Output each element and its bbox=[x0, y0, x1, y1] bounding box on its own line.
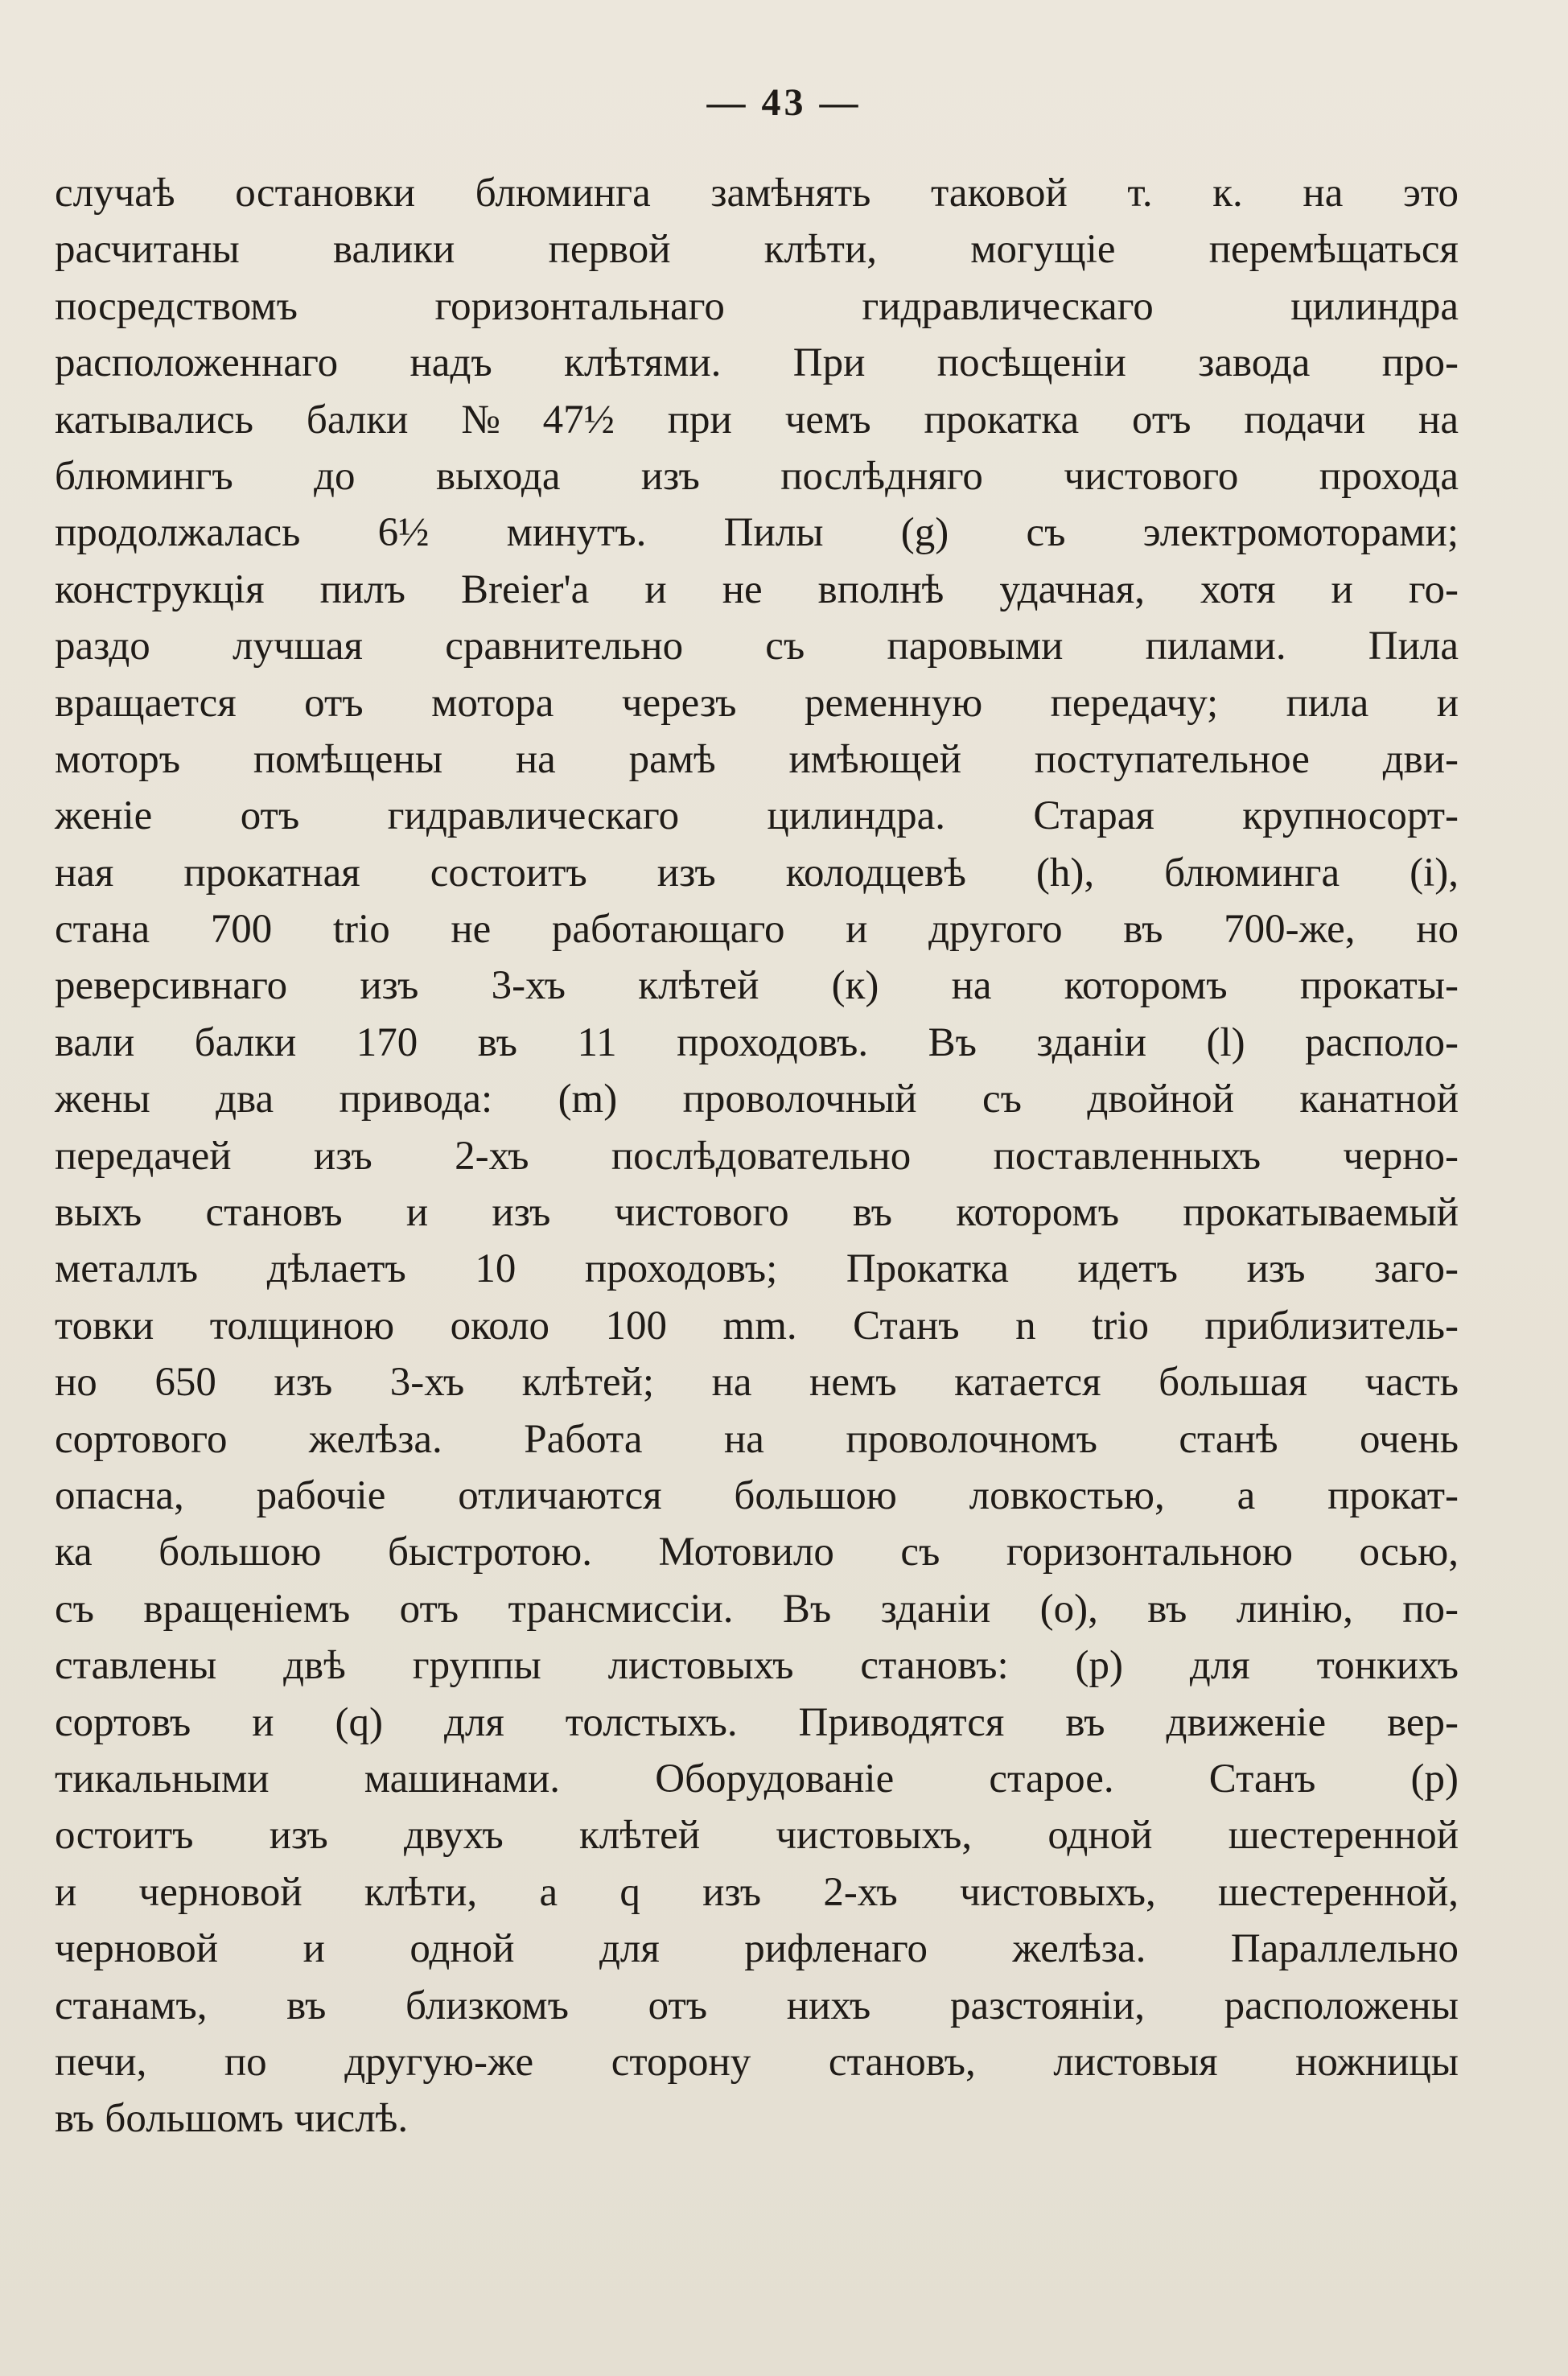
text-line: посредствомъ горизонтальнаго гидравлическаго цилиндра bbox=[55, 283, 1459, 329]
text-line: тикальными машинами. Оборудованіе старое. Станъ (р) bbox=[55, 1756, 1459, 1802]
text-line: расчитаны валики первой клѣти, могущіе перемѣщаться bbox=[55, 227, 1459, 273]
text-line: ка большою быстротою. Мотовило съ горизонтальною осью, bbox=[55, 1530, 1459, 1575]
text-line-last: въ большомъ числѣ. bbox=[55, 2096, 409, 2142]
text-line: моторъ помѣщены на рамѣ имѣющей поступательное дви- bbox=[55, 736, 1459, 782]
text-line: съ вращеніемъ отъ трансмиссіи. Въ зданіи (о), въ линію, по- bbox=[55, 1586, 1459, 1632]
text-line: расположеннаго надъ клѣтями. При посѣщеніи завода про- bbox=[55, 340, 1459, 386]
text-line: черновой и одной для рифленаго желѣза. Параллельно bbox=[55, 1926, 1459, 1972]
text-line: станамъ, въ близкомъ отъ нихъ разстояніи, расположены bbox=[55, 1983, 1459, 2028]
text-line: опасна, рабочіе отличаются большою ловкостью, а прокат- bbox=[55, 1472, 1459, 1518]
text-line: случаѣ остановки блюминга замѣнять таковой т. к. на это bbox=[55, 171, 1459, 216]
text-line: сортовъ и (q) для толстыхъ. Приводятся въ движеніе вер- bbox=[55, 1699, 1459, 1745]
text-line: жены два привода: (m) проволочный съ двойной канатной bbox=[55, 1077, 1459, 1122]
text-line: передачей изъ 2-хъ послѣдовательно поставленныхъ черно- bbox=[55, 1133, 1459, 1179]
text-line: блюмингъ до выхода изъ послѣдняго чистового прохода bbox=[55, 453, 1459, 499]
text-line: и черновой клѣти, а q изъ 2-хъ чистовыхъ, шестеренной, bbox=[55, 1869, 1459, 1915]
text-line: ная прокатная состоитъ изъ колодцевѣ (h), блюминга (i), bbox=[55, 850, 1459, 896]
text-line: но 650 изъ 3-хъ клѣтей; на немъ катается большая часть bbox=[55, 1360, 1459, 1406]
page-number: — 43 — bbox=[706, 81, 862, 124]
text-line: вращается отъ мотора черезъ ременную передачу; пила и bbox=[55, 680, 1459, 726]
text-line: конструкція пилъ Breier'а и не вполнѣ удачная, хотя и го- bbox=[55, 566, 1459, 612]
text-line: реверсивнаго изъ 3-хъ клѣтей (к) на которомъ прокаты- bbox=[55, 963, 1459, 1009]
text-line: остоитъ изъ двухъ клѣтей чистовыхъ, одной шестеренной bbox=[55, 1813, 1459, 1859]
text-line: выхъ становъ и изъ чистового въ которомъ прокатываемый bbox=[55, 1190, 1459, 1236]
text-line: раздо лучшая сравнительно съ паровыми пилами. Пила bbox=[55, 624, 1459, 669]
text-line: печи, по другую-же сторону становъ, листовыя ножницы bbox=[55, 2039, 1459, 2085]
text-line: ставлены двѣ группы листовыхъ становъ: (р) для тонкихъ bbox=[55, 1643, 1459, 1689]
text-line: стана 700 trio не работающаго и другого въ 700-же, но bbox=[55, 907, 1459, 953]
text-line: продолжалась 6½ минутъ. Пилы (g) съ электромоторами; bbox=[55, 510, 1459, 556]
text-line: металлъ дѣлаетъ 10 проходовъ; Прокатка идетъ изъ заго- bbox=[55, 1246, 1459, 1292]
body-paragraph bbox=[55, 165, 1459, 2147]
text-line: товки толщиною около 100 mm. Станъ n trio приблизитель- bbox=[55, 1303, 1459, 1349]
text-line: сортового желѣза. Работа на проволочномъ станѣ очень bbox=[55, 1416, 1459, 1462]
text-line: вали балки 170 въ 11 проходовъ. Въ зданіи (l) располо- bbox=[55, 1019, 1459, 1065]
text-line: катывались балки №47½ при чемъ прокатка отъ подачи на bbox=[55, 397, 1459, 443]
text-line: женіе отъ гидравлическаго цилиндра. Старая крупносорт- bbox=[55, 793, 1459, 839]
